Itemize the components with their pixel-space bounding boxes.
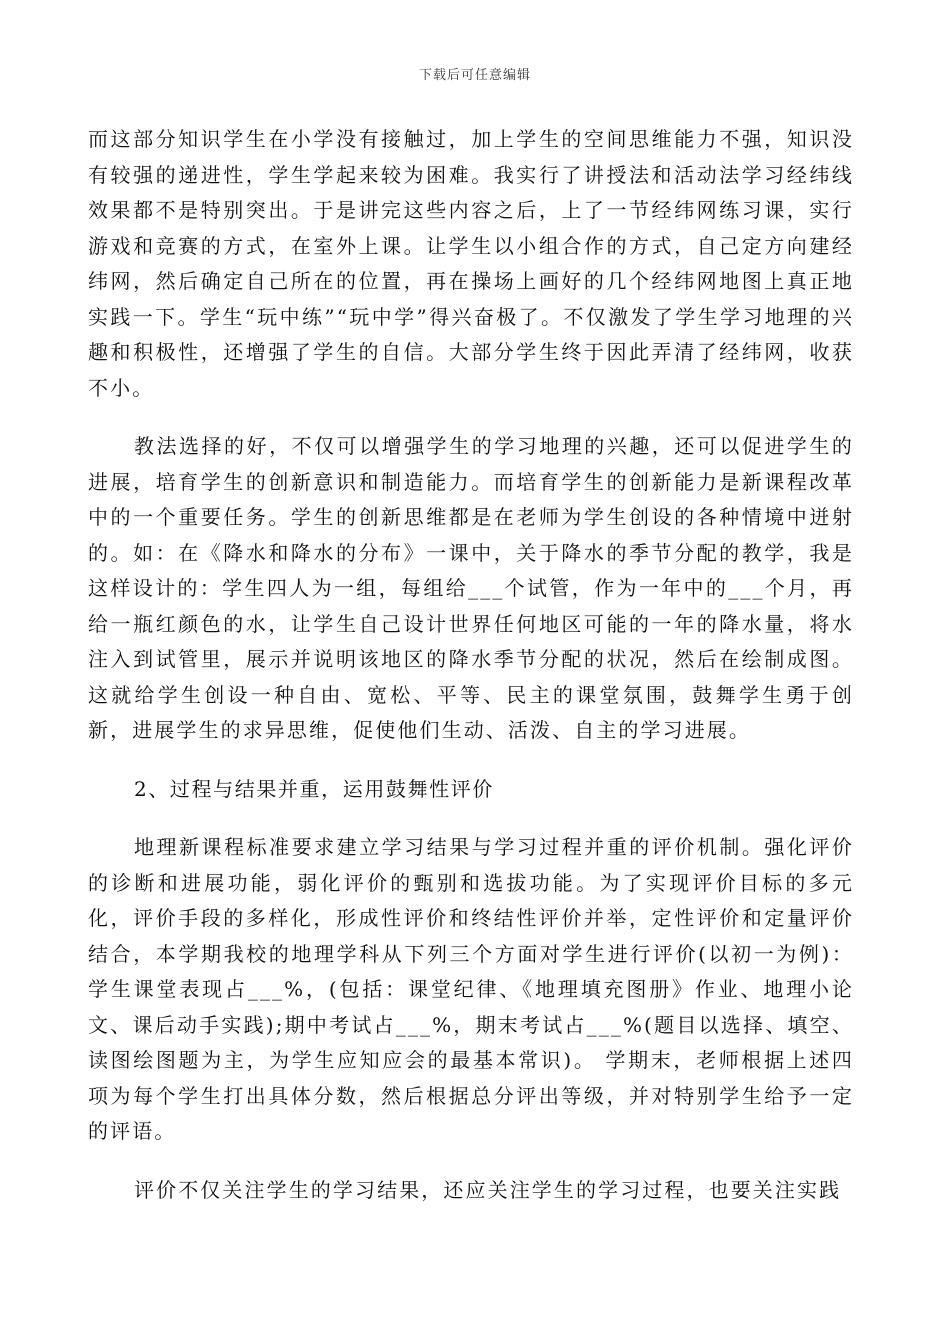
section-heading: 2、过程与结果并重，运用鼓舞性评价 [134, 776, 494, 801]
paragraph-evaluation: 地理新课程标准要求建立学习结果与学习过程并重的评价机制。强化评价的诊断和进展功能，弱化评价的甄别和选拔功能。为了实现评价目标的多元化，评价手段的多样化，形成性评价和终结性评价并举，定性评价和定量评价结合，本学期我校的地理学科从下列三个方面对学生进行评价(以初一为例)：学生课堂表现占___%，(包括：课堂纪律、《地理填充图册》作业、地理小论文、课后动手实践);期中考试占___%，期末考试占___%(题目以选择、填空、读图绘图题为主，为学生应知应会的最基本常识)。 学期末，老师根据上述四项为每个学生打出具体分数，然后根据总分评出等级，并对特别学生给予一定的评语。 [88, 835, 854, 1143]
paragraph-continuation: 而这部分知识学生在小学没有接触过，加上学生的空间思维能力不强，知识没有较强的递进性，学生学起来较为困难。我实行了讲授法和活动法学习经纬线效果都不是特别突出。于是讲完这些内容之后，上了一节经纬网练习课，实行游戏和竞赛的方式，在室外上课。让学生以小组合作的方式，自己定方向建经纬网，然后确定自己所在的位置，再在操场上画好的几个经纬网地图上真正地实践一下。学生“玩中练”“玩中学”得兴奋极了。不仅激发了学生学习地理的兴趣和积极性，还增强了学生的自信。大部分学生终于因此弄清了经纬网，收获不小。 [88, 127, 854, 400]
document-body [88, 122, 854, 1208]
paragraph-teaching-method: 教法选择的好，不仅可以增强学生的学习地理的兴趣，还可以促进学生的进展，培育学生的创新意识和制造能力。而培育学生的创新能力是新课程改革中的一个重要任务。学生的创新思维都是在老师为学生创设的各种情境中迸射的。如：在《降水和降水的分布》一课中，关于降水的季节分配的教学，我是这样设计的：学生四人为一组，每组给___个试管，作为一年中的___个月，再给一瓶红颜色的水，让学生自己设计世界任何地区可能的一年的降水量，将水注入到试管里，展示并说明该地区的降水季节分配的状况，然后在绘制成图。这就给学生创设一种自由、宽松、平等、民主的课堂氛围，鼓舞学生勇于创新，进展学生的求异思维，促使他们生动、活泼、自主的学习进展。 [88, 434, 854, 742]
page-header: 下载后可任意编辑 [418, 68, 531, 83]
paragraph-evaluation-process: 评价不仅关注学生的学习结果，还应关注学生的学习过程，也要关注实践 [134, 1177, 842, 1202]
